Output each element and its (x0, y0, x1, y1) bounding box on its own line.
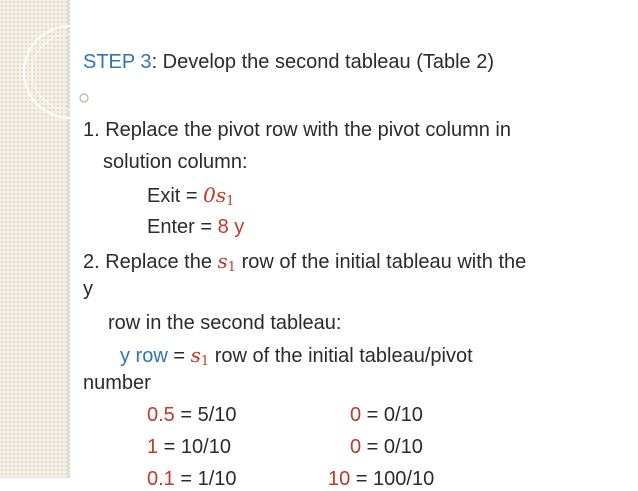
calc-row-right: 0 = 0/10 (350, 436, 423, 458)
formula-s1: $s_1$ (190, 343, 210, 369)
calc-row-right: 10 = 100/10 (328, 468, 435, 490)
exit-value: $0s_1$ (203, 183, 235, 209)
item1-line1: 1. Replace the pivot row with the pivot column in (83, 119, 511, 141)
item2-line1: 2. Replace the $s_1$ row of the initial tableau with the (83, 249, 527, 275)
exit-label: Exit = (147, 185, 204, 207)
enter-row (147, 215, 244, 239)
exit-row (147, 183, 234, 211)
formula-line: y row = $s_1$ row of the initial tableau/pivot (120, 343, 473, 369)
calc-row-left: 0.5 = 5/10 (147, 404, 237, 426)
calc-row-left: 1 = 10/10 (147, 436, 231, 458)
step-label: STEP 3 (83, 51, 152, 73)
step-text: : Develop the second tableau (Table 2) (151, 51, 495, 73)
calc-row-right: 0 = 0/10 (350, 404, 423, 426)
formula-lhs: y row (120, 345, 168, 367)
item2-line3: row in the second tableau: (108, 312, 342, 334)
calc-row-left: 0.1 = 1/10 (147, 468, 237, 490)
formula-continuation: number (83, 372, 151, 394)
item1-line2: solution column: (103, 151, 248, 173)
enter-value: 8 y (217, 216, 245, 238)
enter-label: Enter = (147, 216, 218, 238)
s1-variable: $s_1$ (217, 249, 237, 275)
item2-line2: y (83, 278, 93, 300)
step-heading (83, 50, 494, 74)
